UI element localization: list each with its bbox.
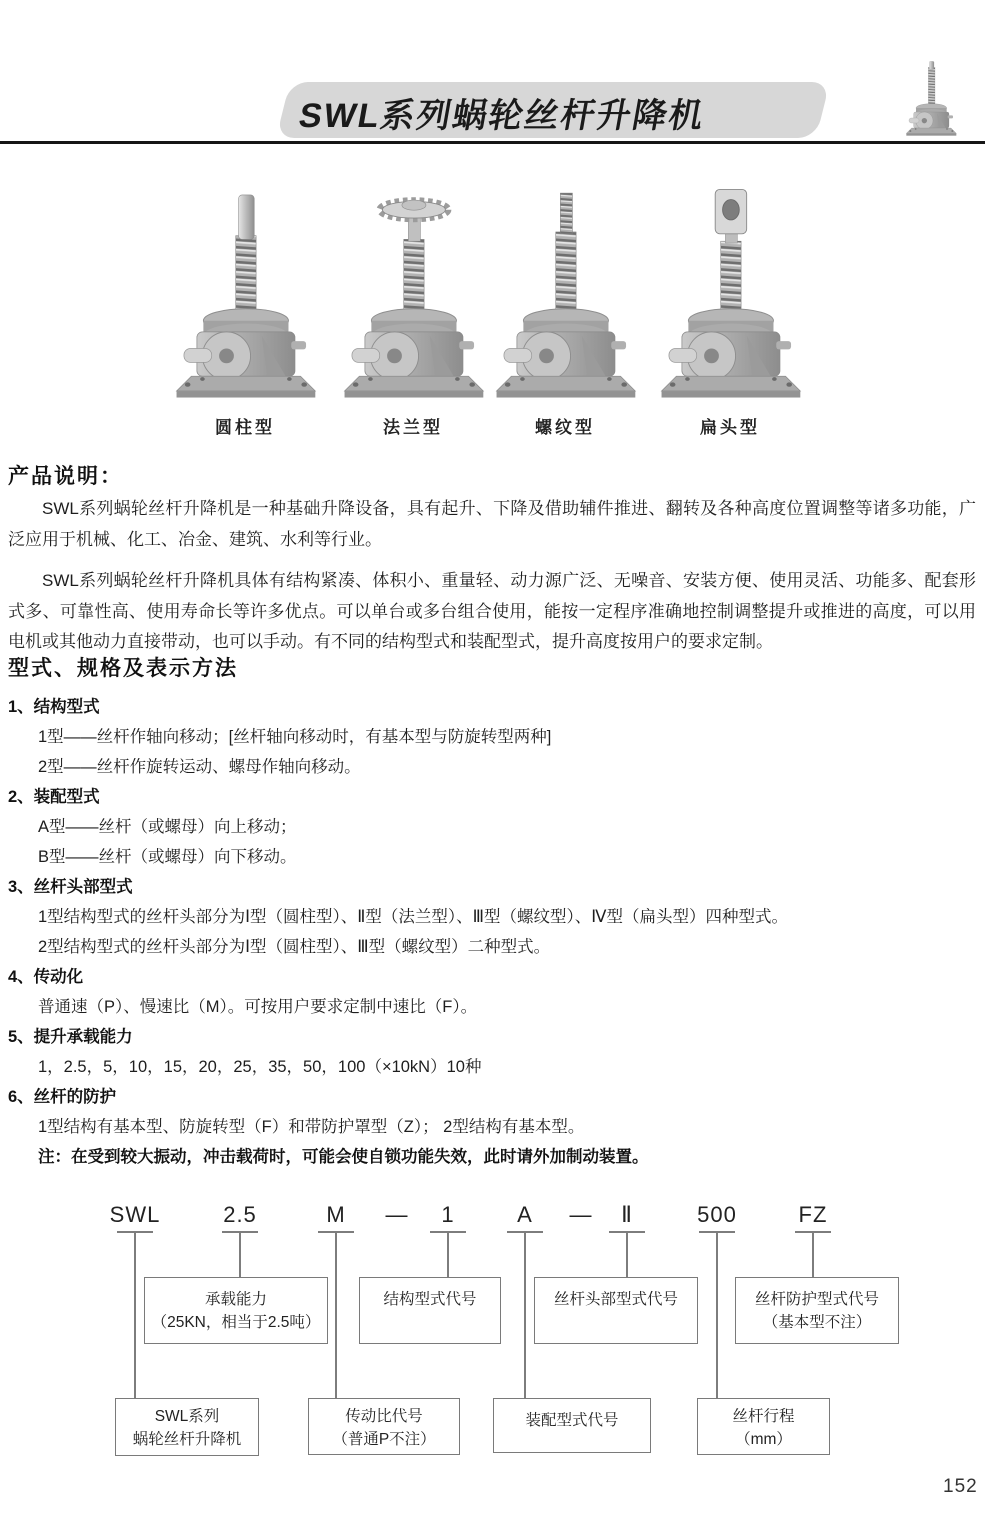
designation-box-head-type — [534, 1277, 698, 1344]
box-line: 装配型式代号 — [525, 1412, 619, 1429]
screw-jack-icon — [898, 58, 964, 138]
designation-box-capacity — [144, 1277, 328, 1344]
connector-line — [812, 1231, 814, 1277]
description-paragraph-2: SWL系列蜗轮丝杆升降机具体有结构紧凑、体积小、重量轻、动力源广泛、无噪音、安装方便、使用灵活、功能多、配套形式多、可靠性高、使用寿命长等许多优点。可以单台或多台组合使用，能按一定程序准确地控制调整提升或推进的高度，可以用电机或其他动力直接带动，也可以手动。有不同的结构型式和装配型式，提升高度按用户的要求定制。 — [8, 571, 976, 651]
designation-box-assembly — [493, 1398, 651, 1453]
spec-note: 注：在受到较大振动，冲击载荷时，可能会使自锁功能失效，此时请外加制动装置。 — [38, 1148, 649, 1166]
product-cylindrical — [170, 182, 320, 438]
code-dash-2: — — [569, 1202, 593, 1227]
section-title-3: 3、丝杆头部型式 — [8, 878, 133, 896]
section-line: 1型结构有基本型、防旋转型（F）和带防护罩型（Z）； 2型结构有基本型。 — [38, 1118, 585, 1136]
description-paragraph-1: SWL系列蜗轮丝杆升降机是一种基础升降设备，具有起升、下降及借助辅件推进、翻转及各种高度位置调整等诸多功能，广泛应用于机械、化工、冶金、建筑、水利等行业。 — [8, 499, 976, 549]
header-divider — [0, 141, 985, 144]
box-line: （mm） — [735, 1431, 792, 1448]
code-ratio: M — [326, 1202, 346, 1227]
connector-line — [239, 1231, 241, 1277]
product-label: 螺纹型 — [535, 418, 595, 437]
section-line: 2型——丝杆作旋转运动、螺母作轴向移动。 — [38, 758, 361, 776]
code-protection: FZ — [798, 1202, 828, 1227]
section-title-2: 2、装配型式 — [8, 788, 100, 806]
box-line: 传动比代号 — [345, 1408, 423, 1425]
designation-box-ratio — [308, 1398, 460, 1455]
box-line: 丝杆头部型式代号 — [553, 1291, 678, 1308]
connector-line — [134, 1231, 136, 1398]
designation-box-series — [115, 1398, 259, 1456]
product-image-flange-icon — [338, 182, 488, 404]
product-flange — [338, 182, 488, 438]
section-title-4: 4、传动化 — [8, 968, 84, 986]
product-image-cylindrical-icon — [170, 182, 320, 404]
product-threaded — [490, 182, 640, 438]
box-line: 承载能力 — [204, 1291, 267, 1308]
product-image-flathead-icon — [655, 182, 805, 404]
product-flathead — [655, 182, 805, 438]
code-dash-1: — — [385, 1202, 409, 1227]
section-line: 2型结构型式的丝杆头部分为Ⅰ型（圆柱型）、Ⅲ型（螺纹型）二种型式。 — [38, 938, 551, 956]
code-travel: 500 — [697, 1202, 737, 1227]
description-heading: 产品说明： — [8, 465, 123, 488]
spec-heading: 型式、规格及表示方法 — [8, 657, 238, 680]
connector-line — [716, 1231, 718, 1398]
code-head-type: Ⅱ — [621, 1202, 633, 1227]
product-label: 扁头型 — [700, 418, 760, 437]
section-line: B型——丝杆（或螺母）向下移动。 — [38, 848, 297, 866]
box-line: 结构型式代号 — [383, 1291, 477, 1308]
designation-box-structure — [359, 1277, 501, 1344]
page-number: 152 — [943, 1476, 978, 1497]
box-line: 蜗轮丝杆升降机 — [132, 1431, 242, 1448]
section-line: 1型结构型式的丝杆头部分为Ⅰ型（圆柱型）、Ⅱ型（法兰型）、Ⅲ型（螺纹型）、Ⅳ型（扁头型）四种型式。 — [38, 908, 789, 926]
section-title-6: 6、丝杆的防护 — [8, 1088, 117, 1106]
product-label: 圆柱型 — [215, 418, 275, 437]
box-line: （25KN，相当于2.5吨） — [151, 1314, 321, 1331]
spec-sections — [8, 692, 983, 1172]
code-assembly: A — [517, 1202, 533, 1227]
box-line: 丝杆行程 — [732, 1408, 795, 1425]
section-line: 普通速（P）、慢速比（M）。可按用户要求定制中速比（F）。 — [38, 998, 478, 1016]
section-line: 1型——丝杆作轴向移动；[丝杆轴向移动时，有基本型与防旋转型两种] — [38, 728, 552, 746]
designation-box-travel — [697, 1398, 830, 1455]
section-line: 1，2.5，5，10，15，20，25，35，50，100（×10kN）10种 — [38, 1058, 482, 1076]
section-line: A型——丝杆（或螺母）向上移动； — [38, 818, 297, 836]
section-title-1: 1、结构型式 — [8, 698, 100, 716]
product-image-threaded-icon — [490, 182, 640, 404]
description-body — [8, 494, 976, 669]
connector-line — [447, 1231, 449, 1277]
box-line: 丝杆防护型式代号 — [754, 1291, 879, 1308]
page-title: SWL系列蜗轮丝杆升降机 — [295, 97, 709, 135]
box-line: （基本型不注） — [762, 1314, 872, 1331]
section-title-5: 5、提升承载能力 — [8, 1028, 133, 1046]
code-capacity: 2.5 — [223, 1202, 257, 1227]
box-line: SWL系列 — [154, 1408, 220, 1425]
code-series: SWL — [109, 1202, 161, 1227]
connector-line — [626, 1231, 628, 1277]
box-line: （普通P不注） — [332, 1431, 436, 1448]
designation-box-protection — [735, 1277, 899, 1344]
code-structure: 1 — [441, 1202, 455, 1227]
connector-line — [524, 1231, 526, 1398]
connector-line — [335, 1231, 337, 1398]
product-label: 法兰型 — [383, 418, 443, 437]
